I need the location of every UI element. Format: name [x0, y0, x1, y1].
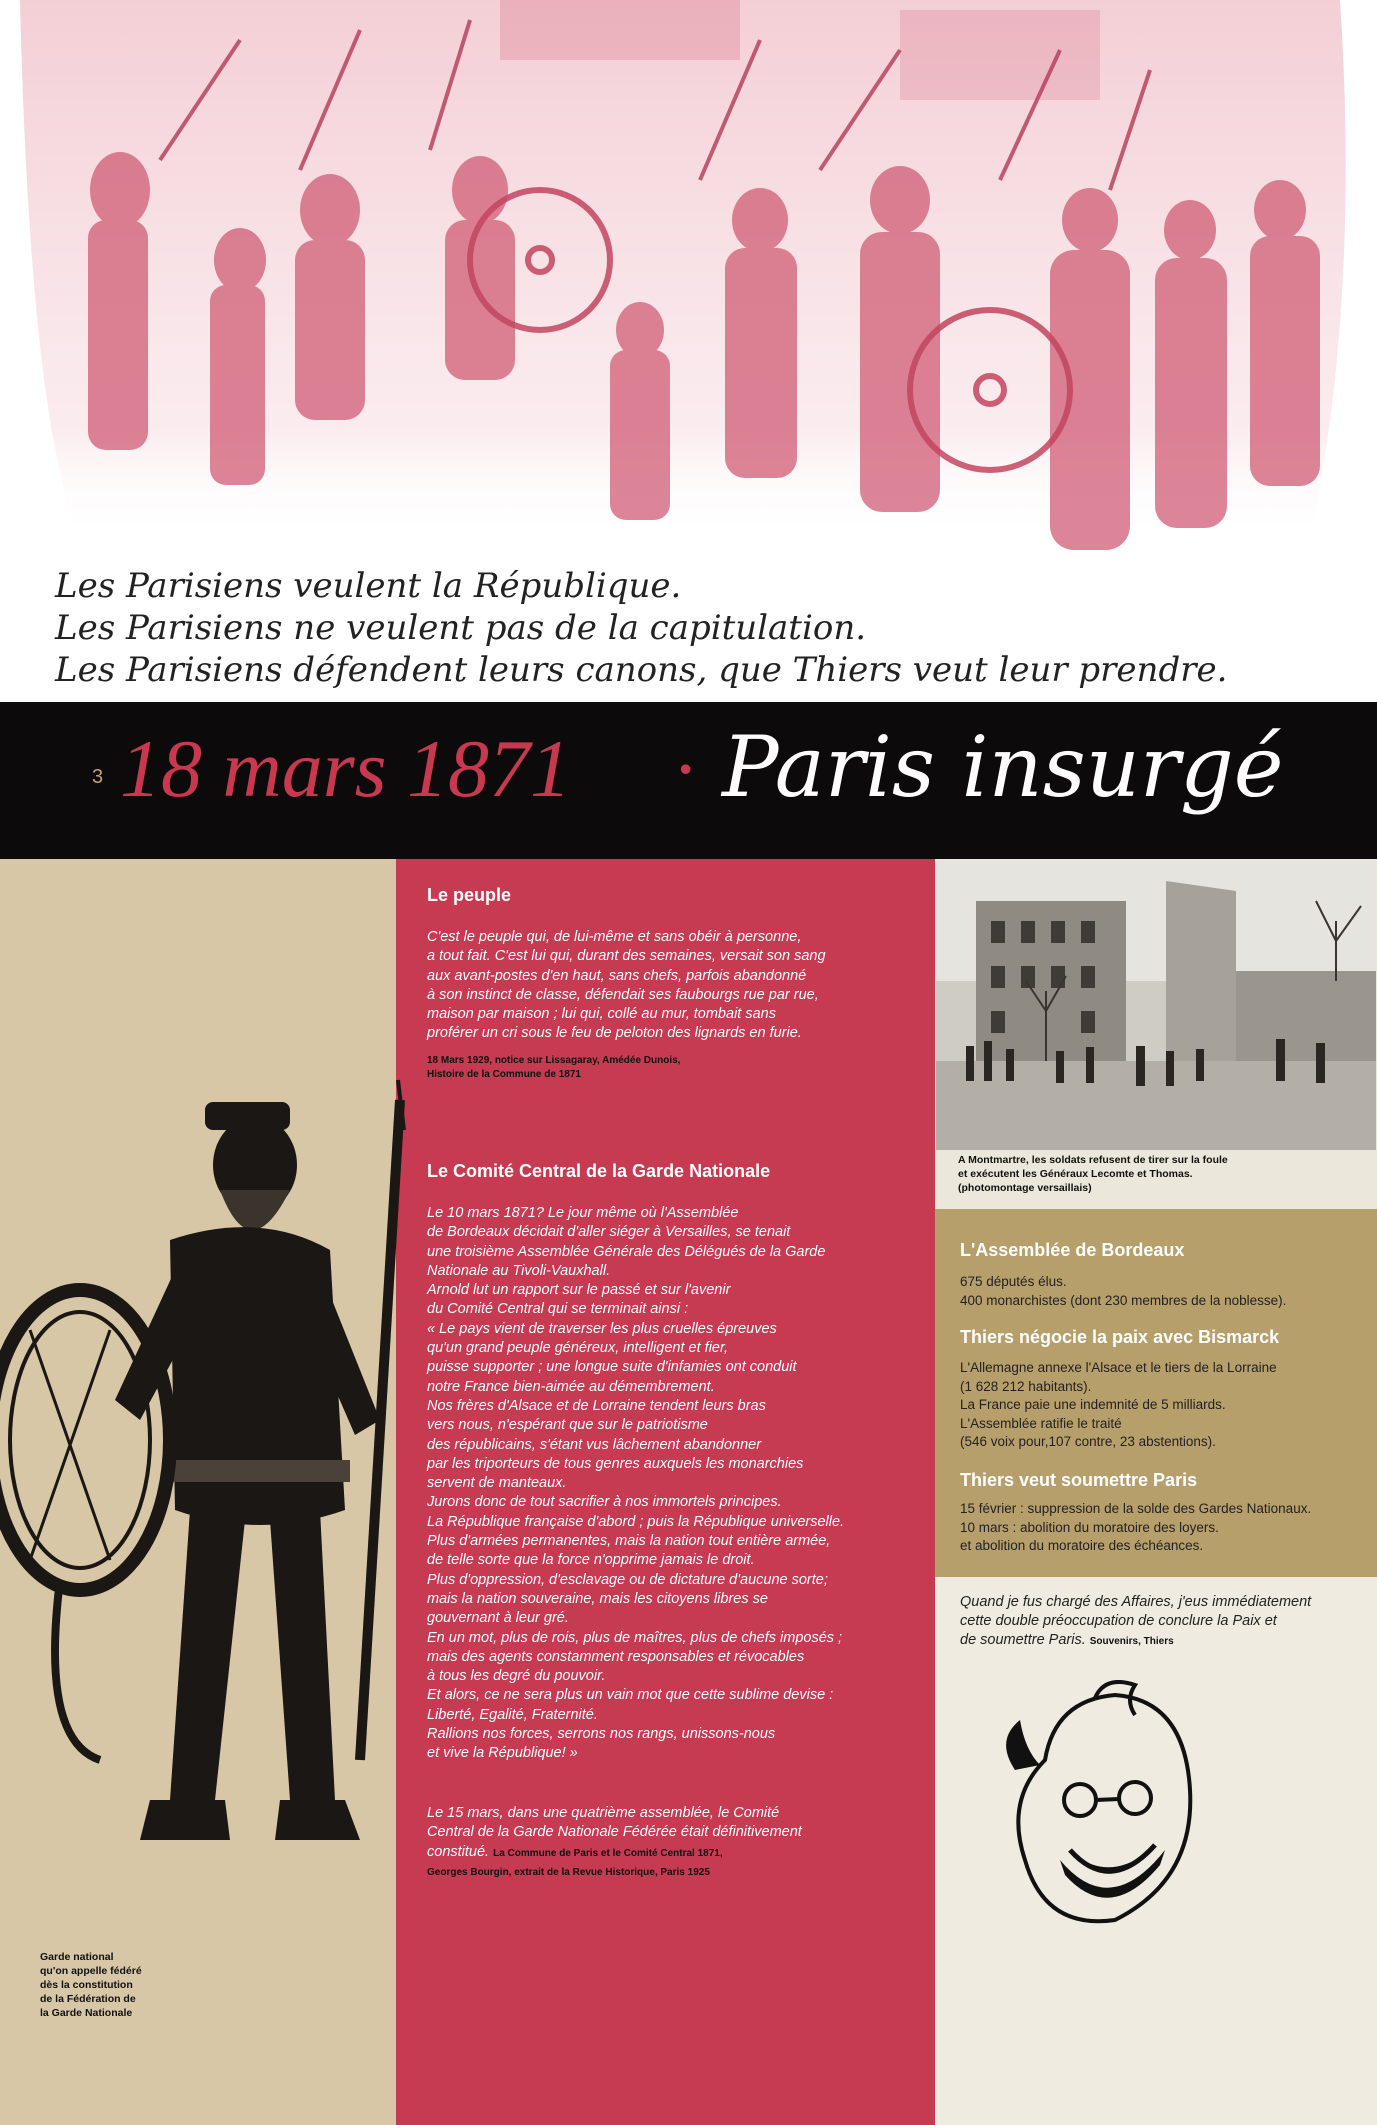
thiers-caricature [985, 1680, 1215, 1940]
tagline-line-2: Les Parisiens ne veulent pas de la capitulation. [55, 608, 867, 648]
comite-central-source: La Commune de Paris et le Comité Central 1871, [493, 1847, 723, 1859]
page-number: 3 [92, 766, 104, 788]
title-date: 18 mars 1871 [120, 723, 572, 814]
assemblee-bordeaux-text: 675 députés élus. 400 monarchistes (dont 230 membres de la noblesse). [960, 1274, 1287, 1308]
national-guard-illustration [0, 1040, 430, 1970]
tagline-line-3: Les Parisiens défendent leurs canons, que Thiers veut leur prendre. [55, 650, 1228, 690]
engraving-illustration [0, 0, 1377, 560]
section-heading-le-peuple: Le peuple [427, 885, 512, 905]
thiers-quote: Quand je fus chargé des Affaires, j'eus immédiatement cette double préoccupation de conclure la Paix et de soumettre Paris. Souvenirs, Thiers [960, 1594, 1312, 1648]
le-peuple-text: C'est le peuple qui, de lui-même et sans obéir à personne, a tout fait. C'est lui qui, durant des semaines, versait son sang aux avant-postes d'en haut, sans chefs, parfois abandonné à son instinct de classe, défendait ses faubourgs rue par rue, maison par maison ; lui qui, collé au mur, tombait sans proférer un cri sous le feu de peloton des lignards en furie. [427, 929, 826, 1042]
le-peuple-source: 18 Mars 1929, notice sur Lissagaray, Amédée Dunois, Histoire de la Commune de 1871 [427, 1055, 681, 1080]
montmartre-photo [936, 861, 1376, 1150]
heading-assemblee-bordeaux: L'Assemblée de Bordeaux [960, 1240, 1185, 1260]
page-title: Paris insurgé [722, 718, 1284, 816]
photo-caption: A Montmartre, les soldats refusent de tirer sur la foule et exécutent les Généraux Lecomte et Thomas. (photomontage versaillais) [958, 1154, 1228, 1194]
section-heading-comite-central: Le Comité Central de la Garde Nationale [427, 1161, 771, 1181]
thiers-quote-source: Souvenirs, Thiers [1089, 1636, 1174, 1647]
comite-central-source-line2: Georges Bourgin, extrait de la Revue Historique, Paris 1925 [427, 1867, 710, 1878]
thiers-bismarck-text: L'Allemagne annexe l'Alsace et le tiers de la Lorraine (1 628 212 habitants). La France paie une indemnité de 5 milliards. L'Assemblée ratifie le traité (546 voix pour,107 contre, 23 abstentions). [960, 1360, 1277, 1449]
tagline-line-1: Les Parisiens veulent la République. [55, 566, 682, 606]
comite-central-closing: Le 15 mars, dans une quatrième assemblée, le Comité Central de la Garde Nationale Fédérée était définitivement constitué. La Commune de Paris et le Comité Central 1871, [427, 1805, 802, 1860]
soumettre-paris-text: 15 février : suppression de la solde des Gardes Nationaux. 10 mars : abolition du moratoire des loyers. et abolition du moratoire des échéances. [960, 1501, 1312, 1553]
comite-central-text: Le 10 mars 1871? Le jour même où l'Assemblée de Bordeaux décidait d'aller siéger à Versailles, se tenait une troisième Assemblée Générale des Délégués de la Garde Nationale au Tivoli-Vauxhall. Arnold lut un rapport sur le passé et sur l'avenir du Comité Central qui se terminait ainsi : « Le pays vient de traverser les plus cruelles épreuves qu'un grand peuple généreux, intelligent et fier, puisse supporter ; une longue suite d'infamies ont conduit notre France bien-aimée au démembrement. Nos frères d'Alsace et de Lorraine tendent leurs bras vers nous, n'espérant que sur le patriotisme des républicains, s'étant vus lâchement abandonner par les triporteurs de tous genres auxquels les monarchies servent de manteaux. Jurons donc de tout sacrifier à nos immortels principes. La République française d'abord ; puis la République universelle. Plus d'armées permanentes, mais la nation tout entière armée, de telle sorte que la force n'opprime jamais le droit. Plus d'oppression, d'esclavage ou de dictature d'aucune sorte; mais la nation souveraine, mais les citoyens libres se gouvernant à leur gré. En un mot, plus de rois, plus de maîtres, plus de chefs imposés ; mais des agents constamment responsables et révocables à tous les degré du pouvoir. Et alors, ce ne sera plus un vain mot que cette sublime devise : Liberté, Egalité, Fraternité. Rallions nos forces, serrons nos rangs, unissons-nous et vive la République! » [427, 1205, 845, 1762]
title-separator: · [672, 723, 700, 814]
guard-caption: Garde national qu'on appelle fédéré dès la constitution de la Fédération de la Garde Nationale [40, 1951, 142, 2019]
heading-thiers-bismarck: Thiers négocie la paix avec Bismarck [960, 1327, 1280, 1347]
heading-soumettre-paris: Thiers veut soumettre Paris [960, 1470, 1198, 1490]
